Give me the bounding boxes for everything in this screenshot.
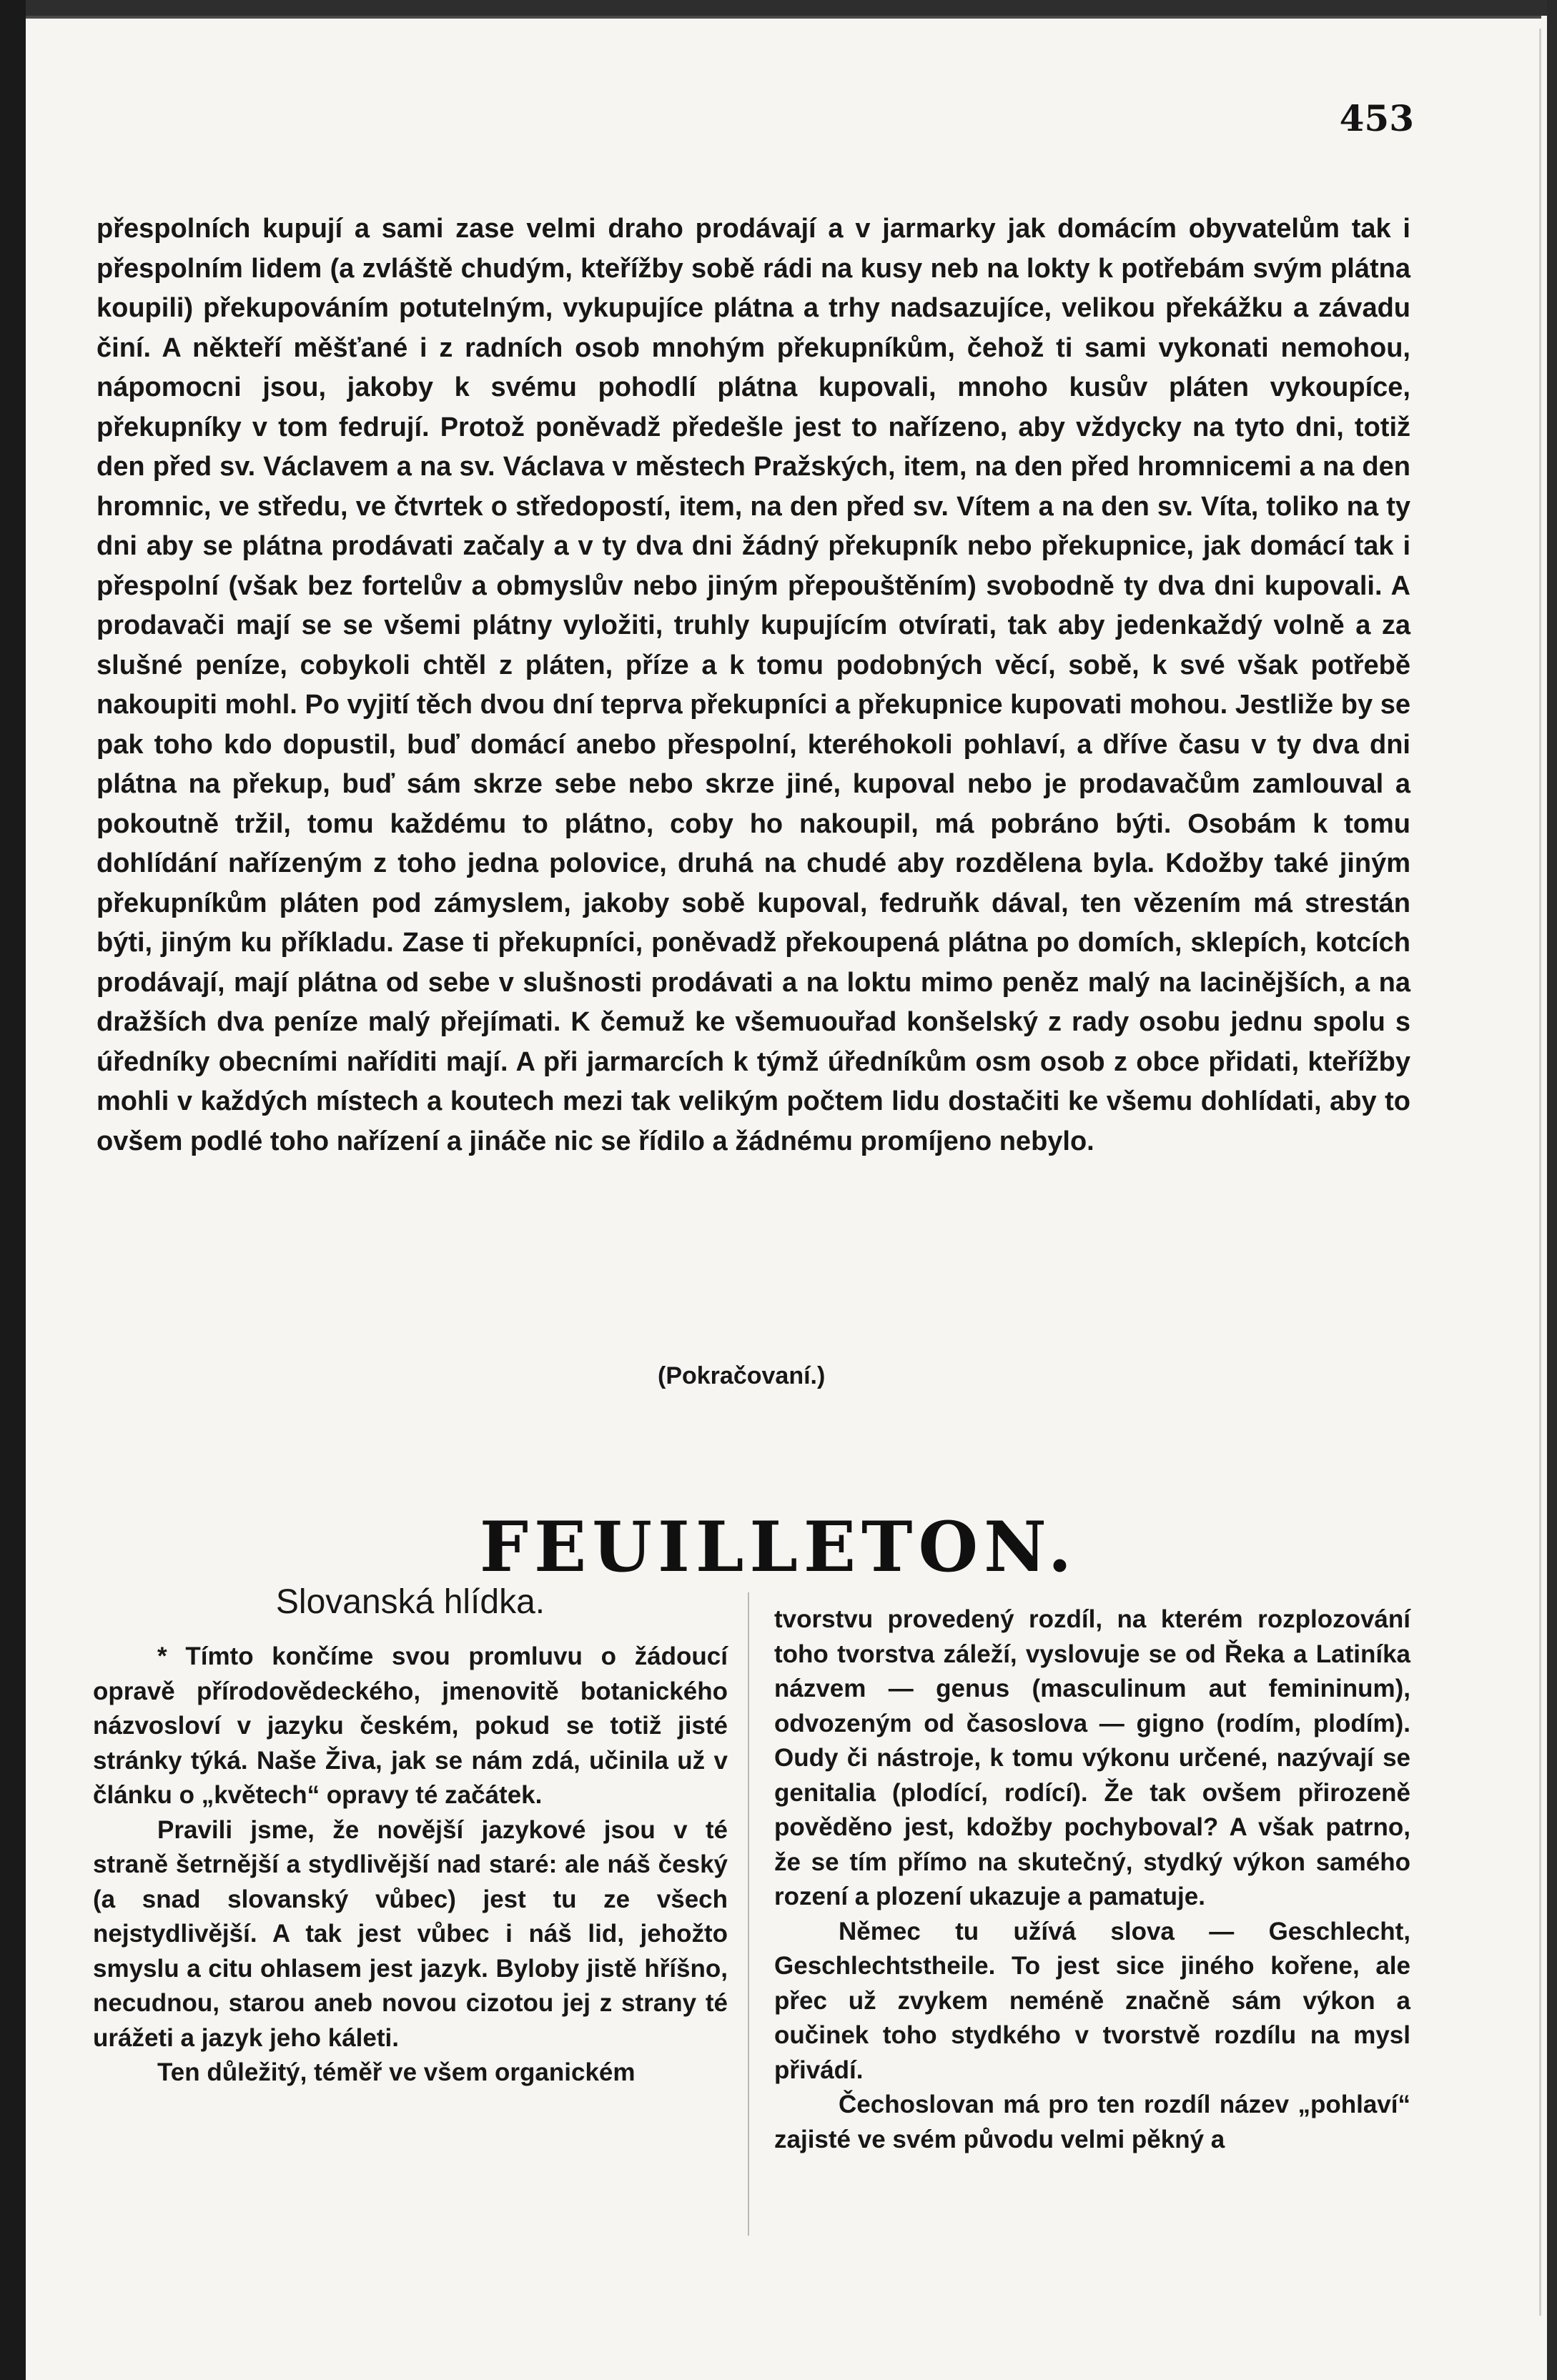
page-number: 453 bbox=[1339, 97, 1414, 139]
column-left-paragraph-1: * Tímto končíme svou promluvu o žádoucí opravě přírodovědeckého, jmenovitě botanického názvosloví v jazyku českém, pokud se totiž jisté stránky týká. Naše Živa, jak se nám zdá, učinila už v článku o „květech“ opravy té začátek. bbox=[93, 1642, 728, 1809]
continued-label: (Pokračovaní.) bbox=[658, 1362, 826, 1389]
section-title: FEUILLETON. bbox=[479, 1507, 1078, 1587]
column-left bbox=[93, 1581, 728, 2091]
column-right-paragraph-2: Němec tu užívá slova — Geschlecht, Geschlechtstheile. To jest sice jiného kořene, ale přec už zvykem neméně značně sám výkon a oučinek toho stydkého v tvorstvě rozdílu na mysl přivádí. bbox=[774, 1917, 1410, 2084]
column-right bbox=[774, 1602, 1410, 2157]
main-body-text: přespolních kupují a sami zase velmi draho prodávají a v jarmarky jak domácím obyvatelům tak i přespolním lidem (a zvláště chudým, kteřížby sobě rádi na kusy neb na lokty k potřebám svým plátna koupili) překupováním potutelným, vykupujíce plátna a trhy nadsazujíce, velikou překážku a závadu činí. A někteří měšťané i z radních osob mnohým překupníkům, čehož ti sami vykonati nemohou, nápomocni jsou, jakoby k svému pohodlí plátna kupovali, mnoho kusův pláten vykoupíce, překupníky v tom fedrují. Protož poněvadž předešle jest to nařízeno, aby vždycky na tyto dni, totiž den před sv. Václavem a na sv. Václava v městech Pražských, item, na den před hromnicemi a na den hromnic, ve středu, ve čtvrtek o středopostí, item, na den před sv. Vítem a na den sv. Víta, toliko na ty dni aby se plátna prodávati začaly a v ty dva dni žádný překupník nebo překupnice, jak domácí tak i přespolní (však bez fortelův a obmyslův nebo jiným přepouštěním) svobodně ty dva dni kupovali. A prodavači mají se se všemi plátny vyložiti, truhly kupujícím otvírati, tak aby jedenkaždý volně a za slušné peníze, cobykoli chtěl z pláten, příze a k tomu podobných věcí, sobě, k své však potřebě nakoupiti mohl. Po vyjití těch dvou dní teprva překupníci a překupnice kupovati mohou. Jestliže by se pak toho kdo dopustil, buď domácí anebo přespolní, kteréhokoli pohlaví, a dříve času v ty dva dni plátna na překup, buď sám skrze sebe nebo skrze jiné, kupoval nebo je prodavačům zamlouval a pokoutně tržil, tomu každému to plátno, coby ho nakoupil, má pobráno býti. Osobám k tomu dohlídání nařízeným z toho jedna polovice, druhá na chudé aby rozdělena byla. Kdožby také jiným překupníkům pláten pod zámyslem, jakoby sobě kupoval, fedruňk dával, ten vězením má strestán býti, jiným ku příkladu. Zase ti překupníci, poněvadž překoupená plátna po domích, sklepích, kotcích prodávají, mají plátna od sebe v slušnosti prodávati a na loktu mimo peněz malý na lacinějších, a na dražších dva peníze malý přejímati. K čemuž ke všemuouřad konšelský z rady osobu jednu spolu s úředníky obecními naříditi mají. A při jarmarcích k týmž úředníkům osm osob z obce přidati, kteřížby mohli v každých místech a koutech mezi tak velikým počtem lidu dostačiti ke všemu dohlídati, aby to ovšem podlé toho nařízení a jináče nic se řídilo a žádnému promíjeno nebylo. bbox=[97, 214, 1410, 1156]
column-left-paragraph-2: Pravili jsme, že novější jazykové jsou v té straně šetrnější a stydlivější nad staré: ale náš český (a snad slovanský vůbec) jest tu ze všech nejstydlivější. A tak jest vůbec i náš lid, jehožto smyslu a citu ohlasem jest jazyk. Byloby jistě hříšno, necudnou, starou aneb novou cizotou jej z strany té urážeti a jazyk jeho káleti. bbox=[93, 1815, 728, 2052]
column-divider bbox=[748, 1592, 749, 2236]
scan-line-right bbox=[1539, 29, 1541, 2316]
scan-edge-left bbox=[0, 0, 26, 2380]
column-heading: Slovanská hlídka. bbox=[275, 1583, 545, 1621]
top-rule bbox=[26, 16, 1541, 19]
scan-edge-right bbox=[1547, 0, 1557, 2380]
column-right-paragraph-3: Čechoslovan má pro ten rozdíl název „pohlaví“ zajisté ve svém původu velmi pěkný a bbox=[774, 2091, 1410, 2153]
scan-edge-top bbox=[26, 0, 1556, 16]
column-left-paragraph-3: Ten důležitý, téměř ve všem organickém bbox=[157, 2058, 636, 2086]
column-right-paragraph-1: tvorstvu provedený rozdíl, na kterém rozplozování toho tvorstva záleží, vyslovuje se od Řeka a Latiníka názvem — genus (masculinum aut femininum), odvozeným od časoslova — gigno (rodím, plodím). Oudy či nástroje, k tomu výkonu určené, nazývají se genitalia (plodící, rodící). Že tak ovšem přirozeně pověděno jest, kdožby pochyboval? A však patrno, že se tím přímo na skutečný, stydký výkon samého rození a plození ukazuje a pamatuje. bbox=[774, 1605, 1410, 1910]
